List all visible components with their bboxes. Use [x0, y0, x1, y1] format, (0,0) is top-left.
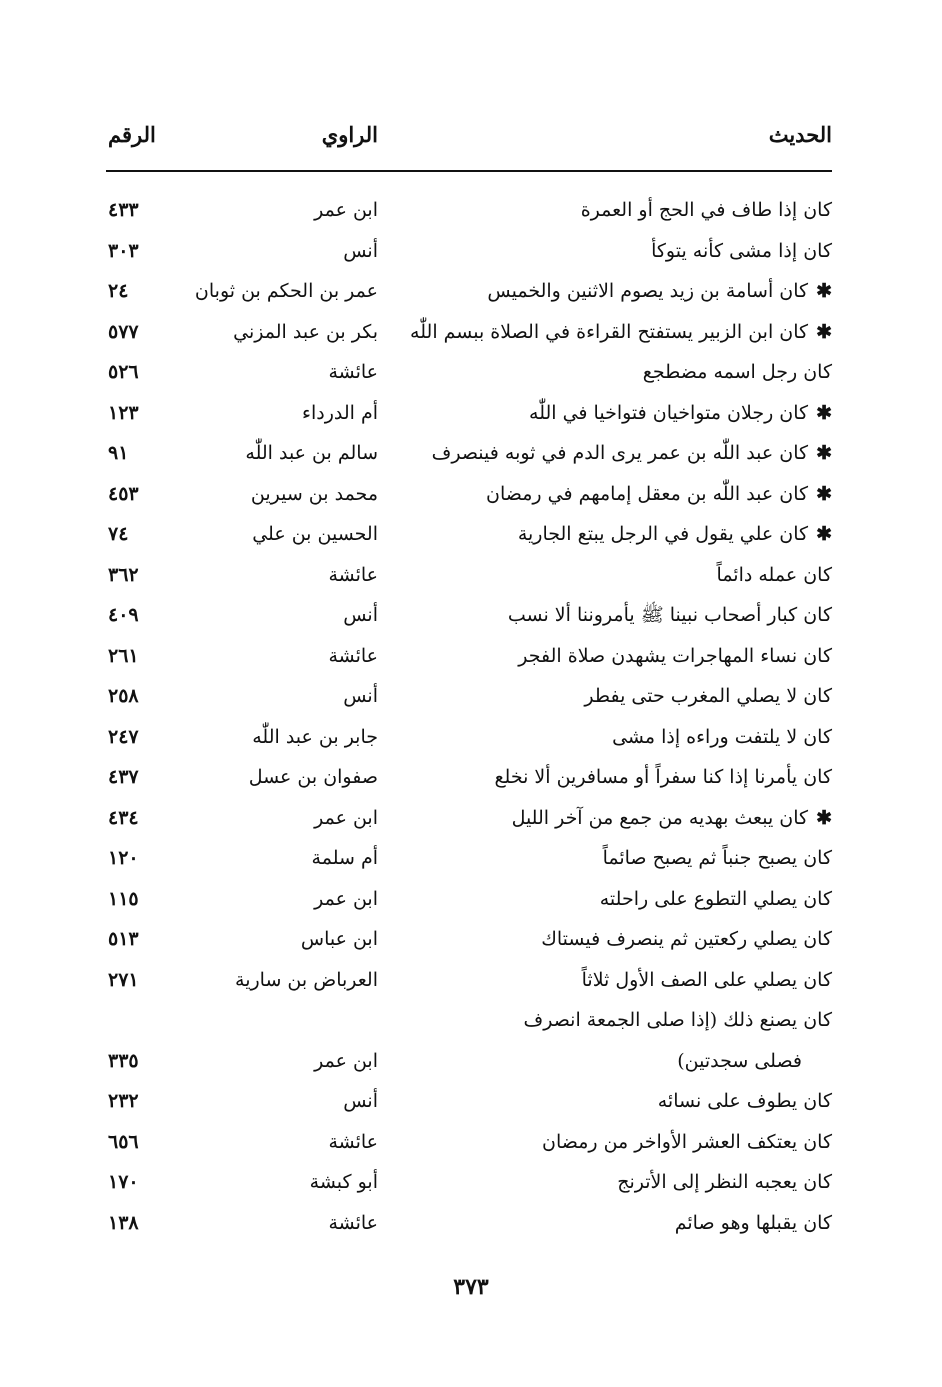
hadith-label: كان أسامة بن زيد يصوم الاثنين والخميس [487, 280, 809, 302]
hadith-text [612, 717, 832, 757]
table-row [0, 798, 942, 839]
table-row [0, 1203, 942, 1244]
header-hadith: الحديث [768, 122, 832, 147]
table-row [0, 1162, 942, 1203]
hadith-label: كان عبد اللّٰه بن عمر يرى الدم في ثوبه فينصرف [431, 442, 809, 464]
hadith-number: ٢٧١ [108, 968, 139, 991]
hadith-label: كان يعتكف العشر الأواخر من رمضان [541, 1130, 832, 1153]
hadith-number: ٢٤ [108, 280, 129, 302]
hadith-text [584, 676, 832, 716]
narrator: الحسين بن علي [252, 523, 378, 545]
narrator: عائشة [328, 361, 378, 383]
asterisk-marker: ✱ [816, 280, 832, 302]
hadith-number: ١٢٠ [108, 847, 139, 869]
hadith-label: كان رجلان متواخيان فتواخيا في اللّٰه [529, 401, 809, 424]
table-row [0, 393, 942, 434]
asterisk-marker: ✱ [816, 806, 832, 829]
narrator: عمر بن الحكم بن ثوبان [194, 280, 378, 302]
hadith-text [600, 879, 832, 919]
hadith-text [410, 312, 832, 352]
asterisk-marker: ✱ [816, 442, 832, 464]
hadith-number: ٣٦٢ [108, 563, 139, 586]
hadith-label: كان عمله دائماً [716, 563, 832, 586]
asterisk-marker: ✱ [816, 523, 832, 545]
table-header [0, 122, 942, 158]
hadith-number: ٤٣٣ [108, 199, 139, 221]
hadith-number: ٤٠٩ [108, 604, 139, 626]
hadith-number: ٢٣٢ [108, 1090, 139, 1112]
hadith-text [603, 838, 832, 878]
hadith-label: كان رجل اسمه مضطجع [642, 361, 832, 383]
hadith-number: ٥٢٦ [108, 361, 139, 383]
hadith-label: كان يطوف على نسائه [657, 1090, 832, 1112]
table-row [0, 838, 942, 879]
hadith-number: ٤٥٣ [108, 482, 139, 505]
narrator: العرباض بن سارية [235, 968, 378, 991]
hadith-label: كان إذا طاف في الحج أو العمرة [580, 199, 832, 221]
hadith-number: ٢٥٨ [108, 685, 139, 707]
narrator: عائشة [328, 1211, 378, 1234]
hadith-text [512, 798, 832, 838]
narrator: ابن عباس [300, 928, 378, 950]
narrator: أنس [343, 1090, 378, 1112]
hadith-number: ٥١٣ [108, 928, 139, 950]
hadith-label: كان يبعث بهديه من جمع من آخر الليل [511, 806, 809, 829]
hadith-text [675, 1203, 832, 1243]
hadith-number: ٤٣٧ [108, 766, 139, 788]
table-row [0, 433, 942, 474]
hadith-number: ٧٤ [108, 523, 129, 545]
table-row [0, 1000, 942, 1041]
table-row [0, 1122, 942, 1163]
hadith-text [542, 1122, 832, 1162]
narrator: ابن عمر [314, 1049, 378, 1072]
hadith-label: كان يقبلها وهو صائم [674, 1211, 832, 1234]
table-row [0, 879, 942, 920]
table-row [0, 960, 942, 1001]
table-row [0, 555, 942, 596]
hadith-number: ١١٥ [108, 887, 139, 910]
hadith-label: كان يعجبه النظر إلى الأترنج [617, 1171, 832, 1193]
table-row [0, 312, 942, 353]
hadith-text [524, 1000, 832, 1040]
hadith-text [617, 1162, 832, 1202]
narrator: أبو كبشة [309, 1171, 378, 1193]
hadith-label: كان يصلي ركعتين ثم ينصرف فيستاك [541, 928, 832, 950]
narrator: أنس [343, 239, 378, 262]
narrator: سالم بن عبد اللّٰه [245, 442, 378, 464]
narrator: عائشة [328, 1130, 378, 1153]
hadith-number: ٣٣٥ [108, 1049, 139, 1072]
hadith-text [487, 271, 832, 311]
narrator: عائشة [328, 644, 378, 667]
hadith-number: ٥٧٧ [108, 320, 139, 343]
hadith-text [508, 595, 832, 635]
narrator: صفوان بن عسل [248, 766, 378, 788]
table-row [0, 636, 942, 677]
header-number: الرقم [108, 122, 156, 147]
table-row [0, 595, 942, 636]
hadith-text [581, 190, 832, 230]
table-row [0, 717, 942, 758]
table-row [0, 352, 942, 393]
narrator: ابن عمر [314, 199, 378, 221]
hadith-label: كان كبار أصحاب نبينا ﷺ يأمروننا ألا نسب [507, 604, 832, 626]
hadith-text [651, 231, 832, 271]
narrator: عائشة [328, 563, 378, 586]
hadith-label: كان نساء المهاجرات يشهدن صلاة الفجر [518, 644, 832, 667]
hadith-text [518, 636, 832, 676]
narrator: ابن عمر [314, 887, 378, 910]
table-row [0, 1081, 942, 1122]
table-row [0, 190, 942, 231]
asterisk-marker: ✱ [816, 482, 832, 505]
hadith-label: كان يأمرنا إذا كنا سفراً أو مسافرين ألا نخلع [494, 766, 832, 788]
hadith-label: كان لا يلتفت وراءه إذا مشى [612, 725, 832, 748]
narrator: أنس [343, 685, 378, 707]
hadith-text [677, 1041, 802, 1081]
header-divider [106, 170, 832, 172]
hadith-label: كان يصلي على الصف الأول ثلاثاً [581, 968, 832, 991]
hadith-label: كان يصلي التطوع على راحلته [599, 887, 832, 910]
hadith-number: ١٢٣ [108, 401, 139, 424]
narrator: أم الدرداء [302, 401, 378, 424]
hadith-number: ١٣٨ [108, 1211, 139, 1234]
asterisk-marker: ✱ [816, 320, 832, 343]
narrator: محمد بن سيرين [250, 482, 378, 505]
hadith-index-table [0, 190, 942, 1243]
hadith-text [529, 393, 832, 433]
table-row [0, 474, 942, 515]
asterisk-marker: ✱ [816, 401, 832, 424]
hadith-number: ٦٥٦ [108, 1130, 139, 1153]
hadith-label: كان ابن الزبير يستفتح القراءة في الصلاة ببسم اللّٰه [410, 320, 809, 343]
table-row [0, 1041, 942, 1082]
hadith-text [518, 514, 832, 554]
hadith-label: كان علي يقول في الرجل يبتع الجارية [517, 523, 809, 545]
table-row [0, 514, 942, 555]
hadith-text [643, 352, 832, 392]
narrator: جابر بن عبد اللّٰه [252, 725, 378, 748]
narrator: أنس [343, 604, 378, 626]
hadith-number: ٩١ [108, 442, 129, 464]
hadith-number: ٣٠٣ [108, 239, 139, 262]
hadith-number: ١٧٠ [108, 1171, 139, 1193]
hadith-text [486, 474, 832, 514]
hadith-text [582, 960, 832, 1000]
hadith-label: كان إذا مشى كأنه يتوكأ [651, 239, 832, 262]
hadith-label: كان يصبح جنباً ثم يصبح صائماً [602, 847, 832, 869]
hadith-text [541, 919, 832, 959]
hadith-text [717, 555, 832, 595]
hadith-label: كان لا يصلي المغرب حتى يفطر [584, 685, 832, 707]
hadith-label: كان عبد اللّٰه بن معقل إمامهم في رمضان [486, 482, 809, 505]
hadith-number: ٢٦١ [108, 644, 139, 667]
page-number: ٣٧٣ [453, 1274, 489, 1300]
hadith-number: ٢٤٧ [108, 725, 139, 748]
header-rawi: الراوي [321, 122, 378, 147]
hadith-text [432, 433, 832, 473]
hadith-label: فصلى سجدتين) [677, 1049, 802, 1072]
table-row [0, 271, 942, 312]
table-row [0, 676, 942, 717]
hadith-label: كان يصنع ذلك (إذا صلى الجمعة انصرف [523, 1009, 832, 1031]
hadith-text [658, 1081, 832, 1121]
table-row [0, 231, 942, 272]
narrator: أم سلمة [311, 847, 378, 869]
hadith-number: ٤٣٤ [108, 806, 139, 829]
narrator: ابن عمر [314, 806, 378, 829]
table-row [0, 757, 942, 798]
narrator: بكر بن عبد المزني [233, 320, 378, 343]
table-row [0, 919, 942, 960]
hadith-text [494, 757, 832, 797]
